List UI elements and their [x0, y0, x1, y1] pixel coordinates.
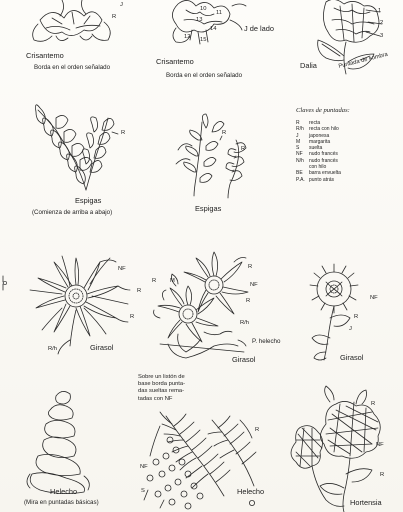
caption-puntada-de-sombra: Puntada de sombra: [338, 51, 389, 70]
caption-girasol-2: Girasol: [232, 355, 256, 364]
marker-dalia-3: 3: [380, 33, 384, 39]
marker-nf-girasol-2: NF: [250, 282, 258, 288]
legend-desc: japonesa: [309, 132, 330, 139]
legend-desc: recta: [309, 120, 321, 126]
legend-item: [296, 177, 401, 183]
caption-j-de-lado: J de lado: [244, 24, 274, 33]
legend-code: R/h: [296, 126, 304, 133]
marker-15: 15: [200, 37, 207, 43]
legend-code: M: [296, 138, 301, 145]
legend-code: P.A.: [296, 176, 305, 183]
marker-rh-girasol-1: R/h: [48, 346, 58, 352]
marker-r-girasol-1a: R: [137, 288, 142, 294]
girasol-1-drawing: [30, 256, 130, 354]
marker-13: 13: [196, 17, 203, 23]
legend-desc: nudo francés: [309, 157, 338, 164]
caption-liston-note: Sobre un listón de base borda punta- das sueltas rema- tadas con NF: [138, 374, 186, 402]
legend-code: J: [296, 132, 299, 139]
marker-s-helecho-2: S: [141, 488, 145, 494]
caption-hortensia: Hortensia: [350, 498, 382, 507]
caption-crisantemo-2: Crisantemo: [156, 57, 194, 66]
marker-rh-girasol-2: R/h: [240, 320, 250, 326]
legend-desc: barra envuelta: [309, 170, 341, 177]
marker-r-hortensia-b: R: [380, 472, 385, 478]
legend-desc: recta con hilo: [309, 126, 339, 133]
hortensia-drawing: [291, 386, 380, 512]
binder-holes: [3, 276, 7, 290]
marker-j-girasol-3: J: [349, 326, 352, 332]
helecho-1-drawing: [27, 391, 89, 496]
caption-helecho-2: Helecho: [237, 487, 265, 496]
crisantemo-1-drawing: [33, 0, 111, 41]
legend-title: Claves de puntadas:: [296, 107, 350, 114]
marker-r-top: R: [112, 14, 117, 20]
caption-helecho-1-note: (Mira en puntadas básicas): [24, 499, 99, 506]
caption-girasol-1: Girasol: [90, 343, 114, 352]
legend-code: S: [296, 145, 300, 152]
legend-rows: [296, 120, 401, 183]
marker-r-girasol-1b: R: [130, 314, 135, 320]
caption-espigas-1: Espigas: [75, 196, 102, 205]
marker-j-top: J: [120, 2, 123, 8]
marker-nf-girasol-1: NF: [118, 266, 126, 272]
marker-r-girasol-3: R: [354, 314, 359, 320]
legend-code: NF: [296, 151, 303, 158]
marker-nf-girasol-3: NF: [370, 295, 378, 301]
caption-p-helecho: P. helecho: [252, 338, 281, 345]
marker-dalia-2: 2: [380, 20, 384, 26]
caption-helecho-1: Helecho: [50, 487, 78, 496]
marker-nf-hortensia: NF: [376, 442, 384, 448]
marker-r-espigas-2b: R: [241, 146, 246, 152]
marker-nf-helecho-2: NF: [140, 464, 148, 470]
caption-dalia: Dalia: [300, 61, 317, 70]
legend-code: R: [296, 120, 300, 126]
marker-r-girasol-2b: R: [248, 264, 253, 270]
marker-r-girasol-2a: R: [152, 278, 157, 284]
caption-espigas-2: Espigas: [195, 204, 222, 213]
caption-borda-2: Borda en el orden señalado: [166, 72, 243, 79]
girasol-3-drawing: [310, 264, 358, 360]
marker-10: 10: [200, 6, 207, 12]
caption-crisantemo-1: Crisantemo: [26, 51, 64, 60]
legend-desc: punto atrás: [309, 176, 335, 183]
stitch-legend: [296, 107, 401, 183]
marker-11: 11: [216, 10, 223, 16]
marker-r-girasol-2c: R: [246, 298, 251, 304]
marker-m-girasol-2: M: [170, 278, 175, 284]
marker-r-helecho-2: R: [255, 427, 260, 433]
legend-desc: nudo francés: [309, 151, 338, 158]
marker-r-hortensia-a: R: [371, 401, 376, 407]
marker-14: 14: [210, 26, 217, 32]
legend-desc: suelta: [309, 145, 323, 152]
caption-espigas-1-note: (Comienza de arriba a abajo): [32, 209, 113, 216]
marker-r-espigas-1: R: [121, 130, 126, 136]
espigas-2-drawing: [176, 114, 246, 198]
espigas-1-drawing: [36, 105, 119, 190]
marker-r-espigas-2: R: [222, 130, 227, 136]
marker-12: 12: [184, 34, 191, 40]
girasol-2-drawing: [154, 252, 251, 358]
marker-dalia-1: 1: [378, 8, 382, 14]
legend-desc: margarita: [309, 138, 331, 145]
legend-code: BE: [296, 170, 303, 177]
legend-desc: con hilo: [309, 164, 327, 171]
legend-code: N/h: [296, 157, 304, 164]
caption-girasol-3: Girasol: [340, 353, 364, 362]
caption-borda-1: Borda en el orden señalado: [34, 64, 111, 71]
